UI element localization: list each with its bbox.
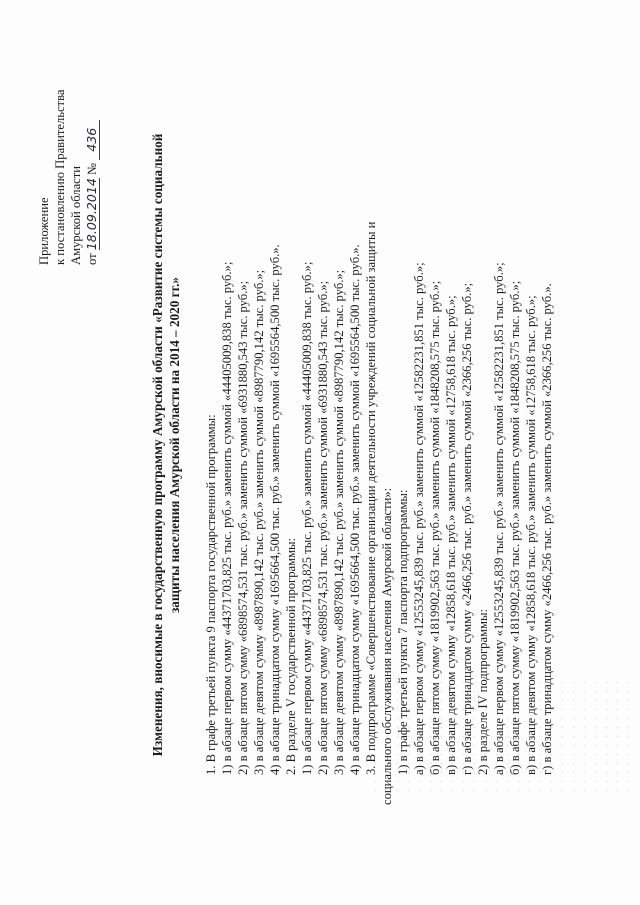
body-line: в) в абзаце девятом сумму «12858,618 тыс. руб.» заменить суммой «12758,618 тыс. руб.»; — [524, 295, 538, 775]
handwritten-date: 18.09.2014 — [84, 178, 99, 251]
body-line: г) в абзаце тринадцатом сумму «2466,256 тыс. руб.» заменить суммой «2366,256 тыс. руб.»; — [460, 282, 474, 775]
body-line: а) в абзаце первом сумму «12553245,839 тыс. руб.» заменить суммой «12582231,851 тыс. руб.»; — [412, 262, 426, 775]
body-line: а) в абзаце первом сумму «12553245,839 тыс. руб.» заменить суммой «12582231,851 тыс. руб.»; — [492, 262, 506, 775]
header-date-number — [85, 120, 100, 265]
scan-noise — [370, 675, 630, 795]
body-line: 4) в абзаце тринадцатом сумму «1695664,500 тыс. руб.» заменить суммой «1695564,500 тыс. руб.». — [268, 244, 282, 775]
header-region: Амурской области — [69, 165, 83, 265]
body-line: 3) в абзаце девятом сумму «8987890,142 тыс. руб.» заменить суммой «8987790,142 тыс. руб.»; — [332, 269, 346, 775]
body-line: 1) в абзаце первом сумму «44371703,825 тыс. руб.» заменить суммой «44405009,838 тыс. руб.»; — [300, 261, 314, 775]
body-line: 1) в графе третьей пункта 7 паспорта подпрограммы: — [396, 489, 410, 775]
body-line: 3) в абзаце девятом сумму «8987890,142 тыс. руб.» заменить суммой «8987790,142 тыс. руб.»; — [252, 269, 266, 775]
body-line: 1. В графе третьей пункта 9 паспорта государственной программы: — [204, 414, 218, 775]
header-resolution: к постановлению Правительства — [53, 89, 67, 265]
body-line: 3. В подпрограмме «Совершенствование организации деятельности учреждений социальной защиты и — [364, 221, 378, 775]
date-prefix: от — [85, 253, 99, 265]
handwritten-number: 436 — [85, 120, 100, 160]
body-line: б) в абзаце пятом сумму «1819902,563 тыс. руб.» заменить суммой «1848208,575 тыс. руб.»; — [508, 280, 522, 775]
number-label: № — [85, 162, 99, 175]
body-line: социального обслуживания населения Амурской области»: — [380, 487, 394, 805]
body-line: 4) в абзаце тринадцатом сумму «1695664,500 тыс. руб.» заменить суммой «1695564,500 тыс. руб.». — [348, 244, 362, 775]
body-line: 2) в разделе IV подпрограммы: — [476, 609, 490, 775]
header-appendix: Приложение — [37, 197, 51, 265]
body-line: г) в абзаце тринадцатом сумму «2466,256 тыс. руб.» заменить суммой «2366,256 тыс. руб.». — [540, 283, 554, 775]
body-line: б) в абзаце пятом сумму «1819902,563 тыс. руб.» заменить суммой «1848208,575 тыс. руб.»; — [428, 280, 442, 775]
body-line: 2. В разделе V государственной программы: — [284, 538, 298, 775]
document-title-line2: защиты населения Амурской области на 2014 – 2020 гг.» — [167, 277, 182, 614]
body-line: 1) в абзаце первом сумму «44371703,825 тыс. руб.» заменить суммой «44405009,838 тыс. руб.»; — [220, 261, 234, 775]
body-line: в) в абзаце девятом сумму «12858,618 тыс. руб.» заменить суммой «12758,618 тыс. руб.»; — [444, 295, 458, 775]
body-line: 2) в абзаце пятом сумму «6898574,531 тыс. руб.» заменить суммой «6931880,543 тыс. руб.»; — [316, 280, 330, 775]
body-line: 2) в абзаце пятом сумму «6898574,531 тыс. руб.» заменить суммой «6931880,543 тыс. руб.»; — [236, 280, 250, 775]
document-title-line1: Изменения, вносимые в государственную программу Амурской области «Развитие системы социальной — [150, 133, 165, 757]
